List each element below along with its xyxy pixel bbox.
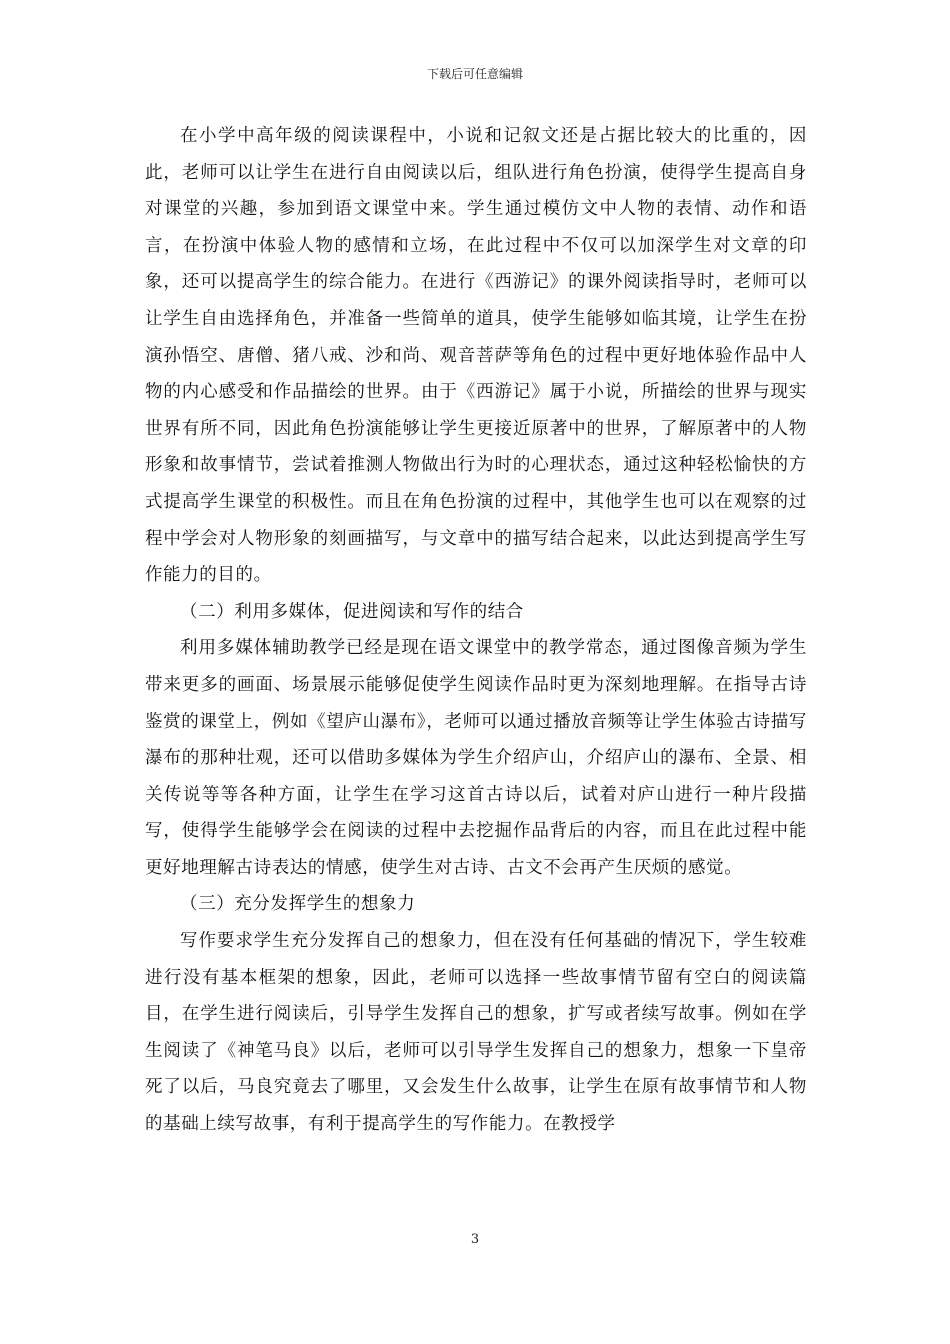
section-heading-imagination: （三）充分发挥学生的想象力 <box>180 894 416 915</box>
page-header: 下载后可任意编辑 <box>426 67 523 81</box>
document-body <box>145 118 807 1143</box>
paragraph-imagination: 写作要求学生充分发挥自己的想象力，但在没有任何基础的情况下，学生较难进行没有基本框架的想象，因此，老师可以选择一些故事情节留有空白的阅读篇目，在学生进行阅读后，引导学生发挥自己的想象，扩写或者续写故事。例如在学生阅读了《神笔马良》以后，老师可以引导学生发挥自己的想象力，想象一下皇帝死了以后，马良究竟去了哪里，又会发生什么故事，让学生在原有故事情节和人物的基础上续写故事，有利于提高学生的写作能力。在教授学 <box>145 931 807 1135</box>
paragraph-multimedia: 利用多媒体辅助教学已经是现在语文课堂中的教学常态，通过图像音频为学生带来更多的画面、场景展示能够促使学生阅读作品时更为深刻地理解。在指导古诗鉴赏的课堂上，例如《望庐山瀑布》，老师可以通过播放音频等让学生体验古诗描写瀑布的那种壮观，还可以借助多媒体为学生介绍庐山，介绍庐山的瀑布、全景、相关传说等等各种方面，让学生在学习这首古诗以后，试着对庐山进行一种片段描写，使得学生能够学会在阅读的过程中去挖掘作品背后的内容，而且在此过程中能更好地理解古诗表达的情感，使学生对古诗、古文不会再产生厌烦的感觉。 <box>145 638 807 878</box>
paragraph-role-play: 在小学中高年级的阅读课程中，小说和记叙文还是占据比较大的比重的，因此，老师可以让学生在进行自由阅读以后，组队进行角色扮演，使得学生提高自身对课堂的兴趣，参加到语文课堂中来。学生通过模仿文中人物的表情、动作和语言，在扮演中体验人物的感情和立场，在此过程中不仅可以加深学生对文章的印象，还可以提高学生的综合能力。在进行《西游记》的课外阅读指导时，老师可以让学生自由选择角色，并准备一些简单的道具，使学生能够如临其境，让学生在扮演孙悟空、唐僧、猪八戒、沙和尚、观音菩萨等角色的过程中更好地体验作品中人物的内心感受和作品描绘的世界。由于《西游记》属于小说，所描绘的世界与现实世界有所不同，因此角色扮演能够让学生更接近原著中的世界，了解原著中的人物形象和故事情节，尝试着推测人物做出行为时的心理状态，通过这种轻松愉快的方式提高学生课堂的积极性。而且在角色扮演的过程中，其他学生也可以在观察的过程中学会对人物形象的刻画描写，与文章中的描写结合起来，以此达到提高学生写作能力的目的。 <box>145 126 807 586</box>
section-heading-multimedia: （二）利用多媒体，促进阅读和写作的结合 <box>180 601 524 622</box>
page-number: 3 <box>470 1232 480 1247</box>
